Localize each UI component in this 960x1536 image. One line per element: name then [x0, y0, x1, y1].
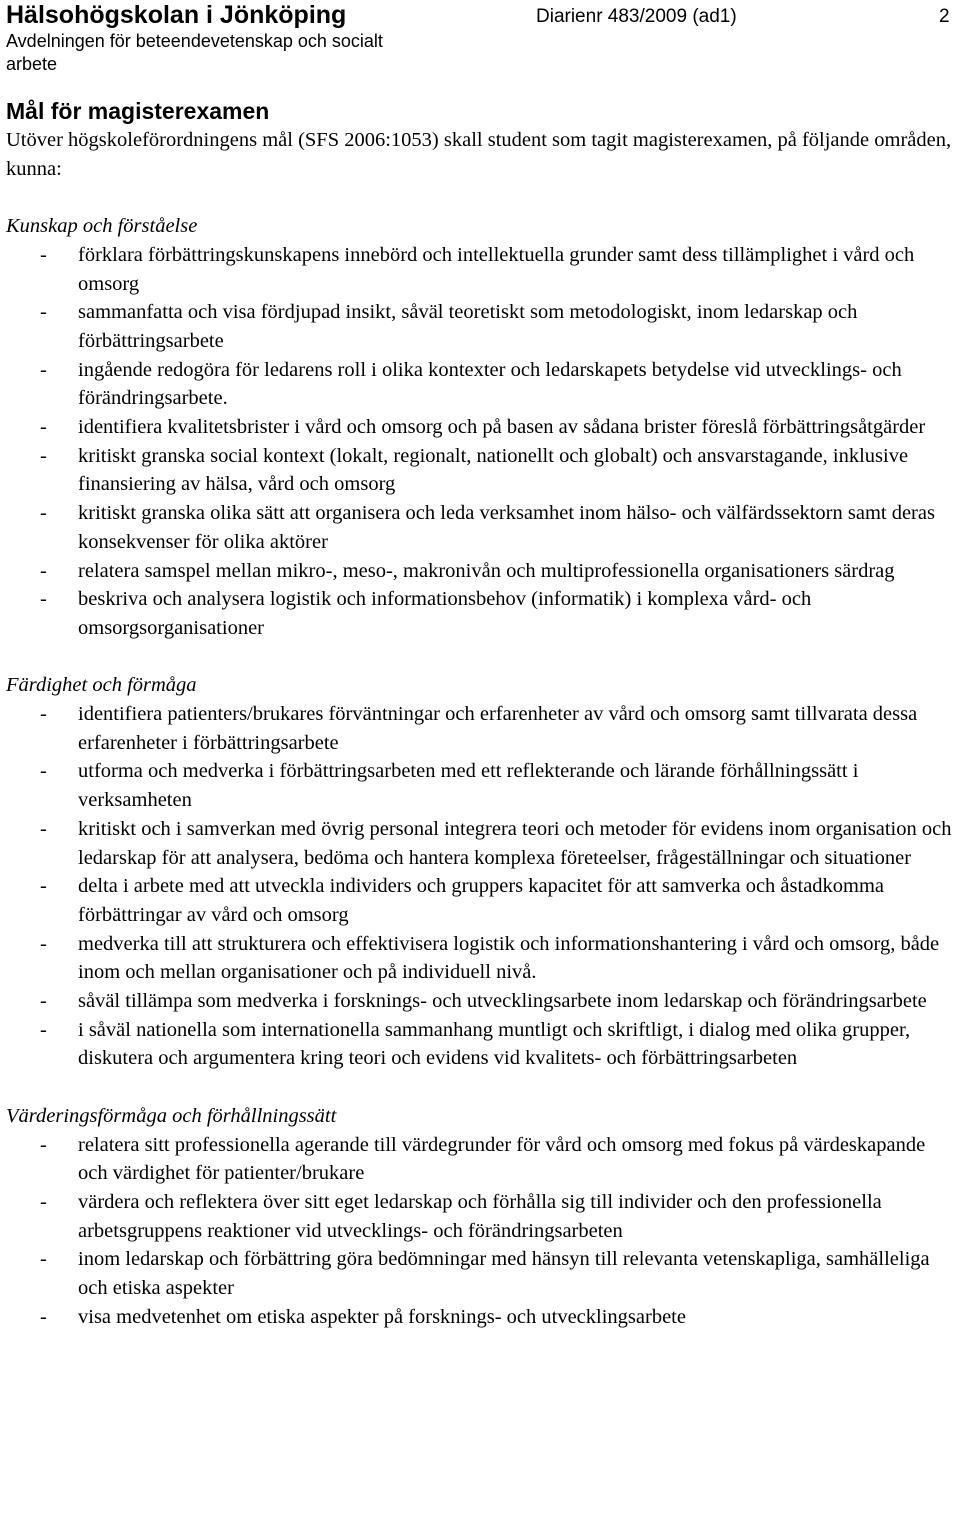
- list-item-text: sammanfatta och visa fördjupad insikt, såväl teoretiskt som metodologiskt, inom ledarskap och förbättringsarbete: [78, 301, 858, 352]
- bullet-dash: -: [40, 358, 47, 381]
- sections-container: [6, 212, 956, 1331]
- list-item-text: förklara förbättringskunskapens innebörd och intellektuella grunder samt dess tillämplighet i vård och omsorg: [78, 243, 915, 295]
- section-heading: Färdighet och förmåga: [6, 674, 197, 697]
- bullet-dash: -: [40, 416, 47, 439]
- list-item-text: kritiskt och i samverkan med övrig personal integrera teori och metoder för evidens inom organisation och ledarskap för att analysera, bedöma och hantera komplexa företeelser, frågeställningar och situationer: [78, 817, 952, 869]
- bullet-dash: -: [40, 875, 47, 898]
- list-item: [6, 356, 956, 413]
- list-item: [6, 585, 956, 642]
- bullet-dash: -: [40, 301, 47, 324]
- list-item: [6, 757, 956, 814]
- section-heading: Värderingsförmåga och förhållningssätt: [6, 1104, 337, 1127]
- list-item-text: visa medvetenhet om etiska aspekter på forsknings- och utvecklingsarbete: [78, 1305, 686, 1328]
- list-item-text: delta i arbete med att utveckla individers och gruppers kapacitet för att samverka och åstadkomma förbättringar av vård och omsorg: [78, 875, 885, 926]
- list-item-text: värdera och reflektera över sitt eget ledarskap och förhålla sig till individer och den professionella arbetsgruppens reaktioner vid utvecklings- och förändringsarbeten: [78, 1190, 882, 1242]
- department-name: Avdelningen för beteendevetenskap och socialt arbete: [6, 31, 383, 74]
- bullet-dash: -: [40, 559, 47, 582]
- list-item-text: inom ledarskap och förbättring göra bedömningar med hänsyn till relevanta vetenskapliga, samhälleliga och etiska aspekter: [78, 1248, 930, 1300]
- list-item-text: identifiera kvalitetsbrister i vård och omsorg och på basen av sådana brister föreslå förbättringsåtgärder: [78, 416, 926, 439]
- list-item: [6, 241, 956, 298]
- bullet-dash: -: [40, 932, 47, 955]
- list-item: [6, 442, 956, 499]
- bullet-dash: -: [40, 817, 47, 840]
- list-item: [6, 700, 956, 757]
- list-item-text: medverka till att strukturera och effektivisera logistik och informationshantering i vård och omsorg, både inom och mellan organisationer och på individuell nivå.: [78, 932, 940, 984]
- list-item: [6, 499, 956, 556]
- objective-list: [6, 1131, 956, 1332]
- list-item: [6, 1303, 956, 1332]
- section-heading: Kunskap och förståelse: [6, 215, 198, 238]
- page-number: 2: [939, 6, 950, 27]
- bullet-dash: -: [40, 444, 47, 467]
- bullet-dash: -: [40, 1248, 47, 1271]
- list-item: [6, 557, 956, 586]
- diary-number: Diarienr 483/2009 (ad1): [536, 6, 737, 27]
- list-item-text: relatera samspel mellan mikro-, meso-, makronivån och multiprofessionella organisationers särdrag: [78, 559, 895, 582]
- bullet-dash: -: [40, 502, 47, 525]
- bullet-dash: -: [40, 1305, 47, 1328]
- list-item: [6, 872, 956, 929]
- bullet-dash: -: [40, 588, 47, 611]
- bullet-dash: -: [40, 703, 47, 726]
- list-item: [6, 413, 956, 442]
- bullet-dash: -: [40, 1018, 47, 1041]
- list-item: [6, 1016, 956, 1073]
- objective-list: [6, 700, 956, 1073]
- page-title: Mål för magisterexamen: [6, 98, 270, 124]
- bullet-dash: -: [40, 243, 47, 266]
- intro-paragraph: Utöver högskoleförordningens mål (SFS 2006:1053) skall student som tagit magisterexamen, på följande områden, kunna:: [6, 129, 952, 180]
- bullet-dash: -: [40, 1133, 47, 1156]
- list-item-text: såväl tillämpa som medverka i forsknings- och utvecklingsarbete inom ledarskap och förändringsarbete: [78, 990, 927, 1013]
- list-item: [6, 1188, 956, 1245]
- organization-name: Hälsohögskolan i Jönköping: [6, 1, 347, 29]
- bullet-dash: -: [40, 760, 47, 783]
- list-item-text: kritiskt granska social kontext (lokalt, regionalt, nationellt och globalt) och ansvarstagande, inklusive finansiering av hälsa, vård och omsorg: [78, 444, 909, 496]
- bullet-dash: -: [40, 990, 47, 1013]
- list-item: [6, 930, 956, 987]
- list-item: [6, 298, 956, 355]
- list-item-text: ingående redogöra för ledarens roll i olika kontexter och ledarskapets betydelse vid utvecklings- och förändringsarbete.: [78, 358, 902, 410]
- list-item: [6, 987, 956, 1016]
- list-item-text: relatera sitt professionella agerande till värdegrunder för vård och omsorg med fokus på värdeskapande och värdighet för patienter/brukare: [78, 1133, 926, 1185]
- list-item-text: utforma och medverka i förbättringsarbeten med ett reflekterande och lärande förhållningssätt i verksamheten: [78, 760, 859, 812]
- list-item: [6, 1245, 956, 1302]
- bullet-dash: -: [40, 1190, 47, 1213]
- section: [6, 671, 956, 1073]
- list-item-text: kritiskt granska olika sätt att organisera och leda verksamhet inom hälso- och välfärdssektorn samt deras konsekvenser för olika aktörer: [78, 502, 935, 553]
- list-item-text: i såväl nationella som internationella sammanhang muntligt och skriftligt, i dialog med olika grupper, diskutera och argumentera kring teori och evidens vid kvalitets- och förbättringsarbeten: [78, 1018, 911, 1070]
- document-body: [6, 96, 956, 1331]
- list-item-text: beskriva och analysera logistik och informationsbehov (informatik) i komplexa vård- och omsorgsorganisationer: [78, 588, 812, 639]
- list-item-text: identifiera patienters/brukares förväntningar och erfarenheter av vård och omsorg samt tillvarata dessa erfarenheter i förbättringsarbete: [78, 703, 918, 754]
- objective-list: [6, 241, 956, 643]
- list-item: [6, 815, 956, 872]
- list-item: [6, 1131, 956, 1188]
- section: [6, 212, 956, 643]
- section: [6, 1102, 956, 1332]
